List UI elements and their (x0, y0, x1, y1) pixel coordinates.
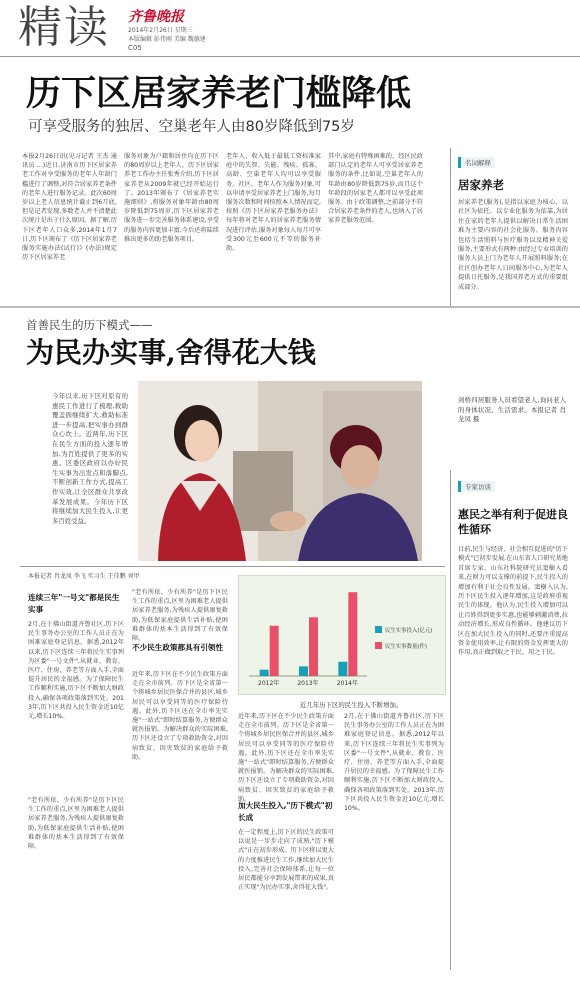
feature-divider (20, 566, 445, 567)
sidebar-top-box (458, 150, 568, 302)
chart-bar (299, 666, 308, 676)
chart-legend-swatch (375, 626, 382, 633)
chart-x-tick-label: 2012年 (258, 680, 280, 687)
date-line: 2014年2月26日 星期三 (128, 27, 193, 34)
sidebar-top-divider (450, 148, 451, 306)
section3-text: 在一定程度上,历下区的民生政策可以说是一步步走向了成熟,"历下模式"正在初步形成。历下区将以更大的力度推进民生工作,继续加大民生投入,完善社会保障体系,让每一位居民都能分享到发展带来的成果,真正实现"为民办实事,舍得花大钱"。 (238, 829, 334, 892)
section3-title: 加大民生投入,"历下模式"初长成 (238, 801, 333, 822)
sidebar-bottom-title: 惠民之举有利于促进良性循环 (458, 508, 568, 536)
feature-headline: 为民办实事,舍得花大钱 (26, 336, 316, 369)
lead-column-2: 服务对象为户籍和居住均在历下区的80周岁以上老年人。历下区居家养老工作办主任张秀介绍,历下区居家养老从2009年就已经开始运行了。2013年颁布了《居家养老实施细则》,将服务对象年龄由80周岁降低到75周岁,历下区居家养老服务进一步完善服务体系建设,享受的服务内容更加丰富,今后还将陆续推出更多的助老服务项目。 (124, 153, 219, 243)
sidebar-bottom-text: 目前,民生与经济、社会相互促进的"历下模式"已初步发展,在山东省人口研究基地首席专家、山东社科院研究员窦樹入看来,在财力可以支撑的前提下,民生投入的增加有利于社会良性发展。窦樹入认为,历下区民生投入逐年增加,这是政府重视民生的体现。他认为,民生投入增加可以让百姓得到更多实惠,也能够刺激消费,拉动经济增长,形成良性循环。他建议历下区在加大民生投入的同时,还要注重提高资金使用效率,让有限的资金发挥更大的作用,真正做到取之于民、用之于民。 (458, 546, 568, 657)
chart-x-tick-label: 2014年 (336, 680, 358, 687)
budget-chart (238, 575, 446, 695)
section1-text-2: "老有所依、少有所养"是历下区民生工作的重点,区里为困难老人提供居家养老服务,为残疾人提供康复救助,为低保家庭提供生活补贴,使困难群体的基本生活得到了有效保障。 (28, 797, 124, 851)
feature-photo (138, 381, 422, 561)
section1-title: 连续三年"一号文"都是民生实事 (28, 593, 120, 614)
section2-text: 近年来,历下区在不少民生政策方面走在全市前列。历下区是全省第一个将城乡居民医保合并的县区,城乡居民可以享受同等的医疗保险待遇。此外,历下区还在全市率先实施"一站式"即时结算服务,方便群众就医报销。为解决群众的实际困难,历下区还设立了专项救助资金,对因病致贫、因灾致贫的家庭给予救助。 (132, 671, 228, 761)
page-number: C05 (128, 44, 142, 52)
chart-x-tick-label: 2013年 (297, 680, 319, 687)
lead-column-3: 老年人、收入低于最低工资标准家庭中的失智、失能、残疾、孤寡、高龄、空巢老年人均可以享受服务。社区、老年人作为服务对象,可以申请享受居家养老上门服务,每月服务次数和时间按照本人情况而定,按照《历下区居家养老服务办法》每年将对老年人的居家养老服务情况进行评估,服务对象每人每月可享受300元至600元不等的服务补助。 (226, 153, 321, 253)
chart-caption: 近几年历下区的民生投入不断增加。 (300, 701, 403, 709)
photo-illustration (138, 381, 422, 561)
photo-caption: 剑桥四居服务人员看望老人,询问老人的身体状况、生活需求。本报记者 肖龙凤 摄 (458, 396, 566, 424)
sidebar-top-tag: 名词解释 (458, 157, 495, 168)
section2-title: 不少民生政策都具有引领性 (132, 643, 224, 652)
feature-byline: 本报记者 肖龙凤 李飞 实习生 王佳鹏 刘甲 (28, 573, 140, 580)
chart-bar (348, 592, 357, 676)
section1-text: 2月,在于佛山街道齐鲁社区,历下区民生事务办公室的工作人员正在为困难家庭登记信息。据悉,2012年以来,历下区连续三年将民生实事列为区委"一号文件",从就业、教育、医疗、住房、养老等方面入手,全面提升居民的幸福感。为了保障民生工作顺利实施,历下区不断加大财政投入,确保各项政策落到实处。2013年,历下区共投入民生资金近10亿元,增长10%。 (28, 621, 124, 721)
chart-bar (270, 626, 279, 676)
chart-legend-swatch (375, 642, 382, 649)
chart-canvas (239, 576, 447, 696)
section-title: 精读 (18, 2, 110, 53)
chart-legend-label: 民生实事数量(件) (385, 644, 427, 650)
chart-bar (260, 670, 269, 676)
lead-column-1: 本报2月26日讯(见习记者 王杰 通讯员 …)近日,济南市历下区居家养老工作对享受服务的老年人年龄门槛进行了调整,对符合居家养老条件的老年人进行服务记录。此次60周岁以上老人信息统计截止到6月底,但是记者发现,多数老人并不清楚此次统计是出于什么原因。据了解,历下区老年人口众多,2014年1月7日,历下区颁布了《历下区居家养老服务实施办法(试行)》(办法)规定历下区居家养老 (22, 153, 117, 262)
section3-lead: 近年来,历下区在不少民生政策方面走在全市前列。历下区是全省第一个将城乡居民医保合并的县区,城乡居民可以享受同等的医疗保险待遇。此外,历下区还在全市率先实施"一站式"即时结算服务,方便群众就医报销。为解决群众的实际困难,历下区还设立了专项救助资金,对因病致贫、因灾致贫的家庭给予救助。 (238, 713, 334, 803)
feature-intro: 今年以来,历下区对原有的惠民工作进行了梳理,救助覆盖面继续扩大,救助标准进一步提高,把实事办到群众心坎上。近两年,历下区在民生方面的投入逐年增加,为百姓提供了更多的实惠。区委区政府以办好民生实事为出发点和落脚点,不断创新工作方式,提高工作实效,让全区群众共享改革发展成果。今年历下区将继续加大民生投入,让更多百姓受益。 (52, 392, 128, 525)
lead-column-4: 其中,家庭有特殊困难的、经区民政部门认定的老年人可享受居家养老服务的条件,比如说,空巢老年人的年龄由80岁降低到75岁,而且这个年龄段的居家老人都可以享受此项服务。由于政策调整,之前部分不符合居家养老条件的老人,也纳入了居家养老服务范围。 (328, 153, 423, 225)
lead-headline: 历下区居家养老门槛降低 (26, 73, 412, 114)
sidebar-top-text: 居家养老(服务),是指以家庭为核心、以社区为依托、以专业化服务为依靠,为居住在家的老年人提供以解决日常生活困难为主要内容的社会化服务。服务内容包括生活照料与医疗服务以及精神关爱服务,主要形式有两种:由经过专业培训的服务人员上门为老年人开展照料服务;在社区创办老年人日间服务中心,为老年人提供日托服务,是我国养老方式的重要组成部分。 (458, 199, 568, 291)
sidebar-bottom-divider (450, 470, 451, 970)
chart-legend-label: 民生实事投入(亿元) (385, 628, 433, 634)
section-divider (0, 306, 580, 308)
column4-text: 2月,在于佛山街道齐鲁社区,历下区民生事务办公室的工作人员正在为困难家庭登记信息。据悉,2012年以来,历下区连续三年将民生实事列为区委"一号文件",从就业、教育、医疗、住房、养老等方面入手,全面提升居民的幸福感。为了保障民生工作顺利实施,历下区不断加大财政投入,确保各项政策落到实处。2013年,历下区共投入民生资金近10亿元,增长10%。 (344, 713, 444, 813)
sidebar-bottom-box (458, 474, 568, 974)
masthead-divider (0, 56, 580, 57)
paper-logo: 齐鲁晚报 (128, 9, 184, 25)
editor-line: 本版编辑 彭伟刚 美编 魏德建 (128, 36, 206, 43)
chart-bar (338, 662, 347, 676)
chart-bar (309, 617, 318, 676)
sidebar-bottom-tag: 专家访谈 (458, 481, 495, 492)
masthead (0, 0, 580, 56)
sidebar-top-title: 居家养老 (458, 178, 504, 192)
feature-kicker: 首善民生的历下模式—— (26, 318, 153, 332)
lead-subheadline: 可享受服务的独居、空巢老年人由80岁降低到75岁 (28, 119, 355, 135)
section2-lead: "老有所依、少有所养"是历下区民生工作的重点,区里为困难老人提供居家养老服务,为残疾人提供康复救助,为低保家庭提供生活补贴,使困难群体的基本生活得到了有效保障。 (132, 589, 228, 643)
